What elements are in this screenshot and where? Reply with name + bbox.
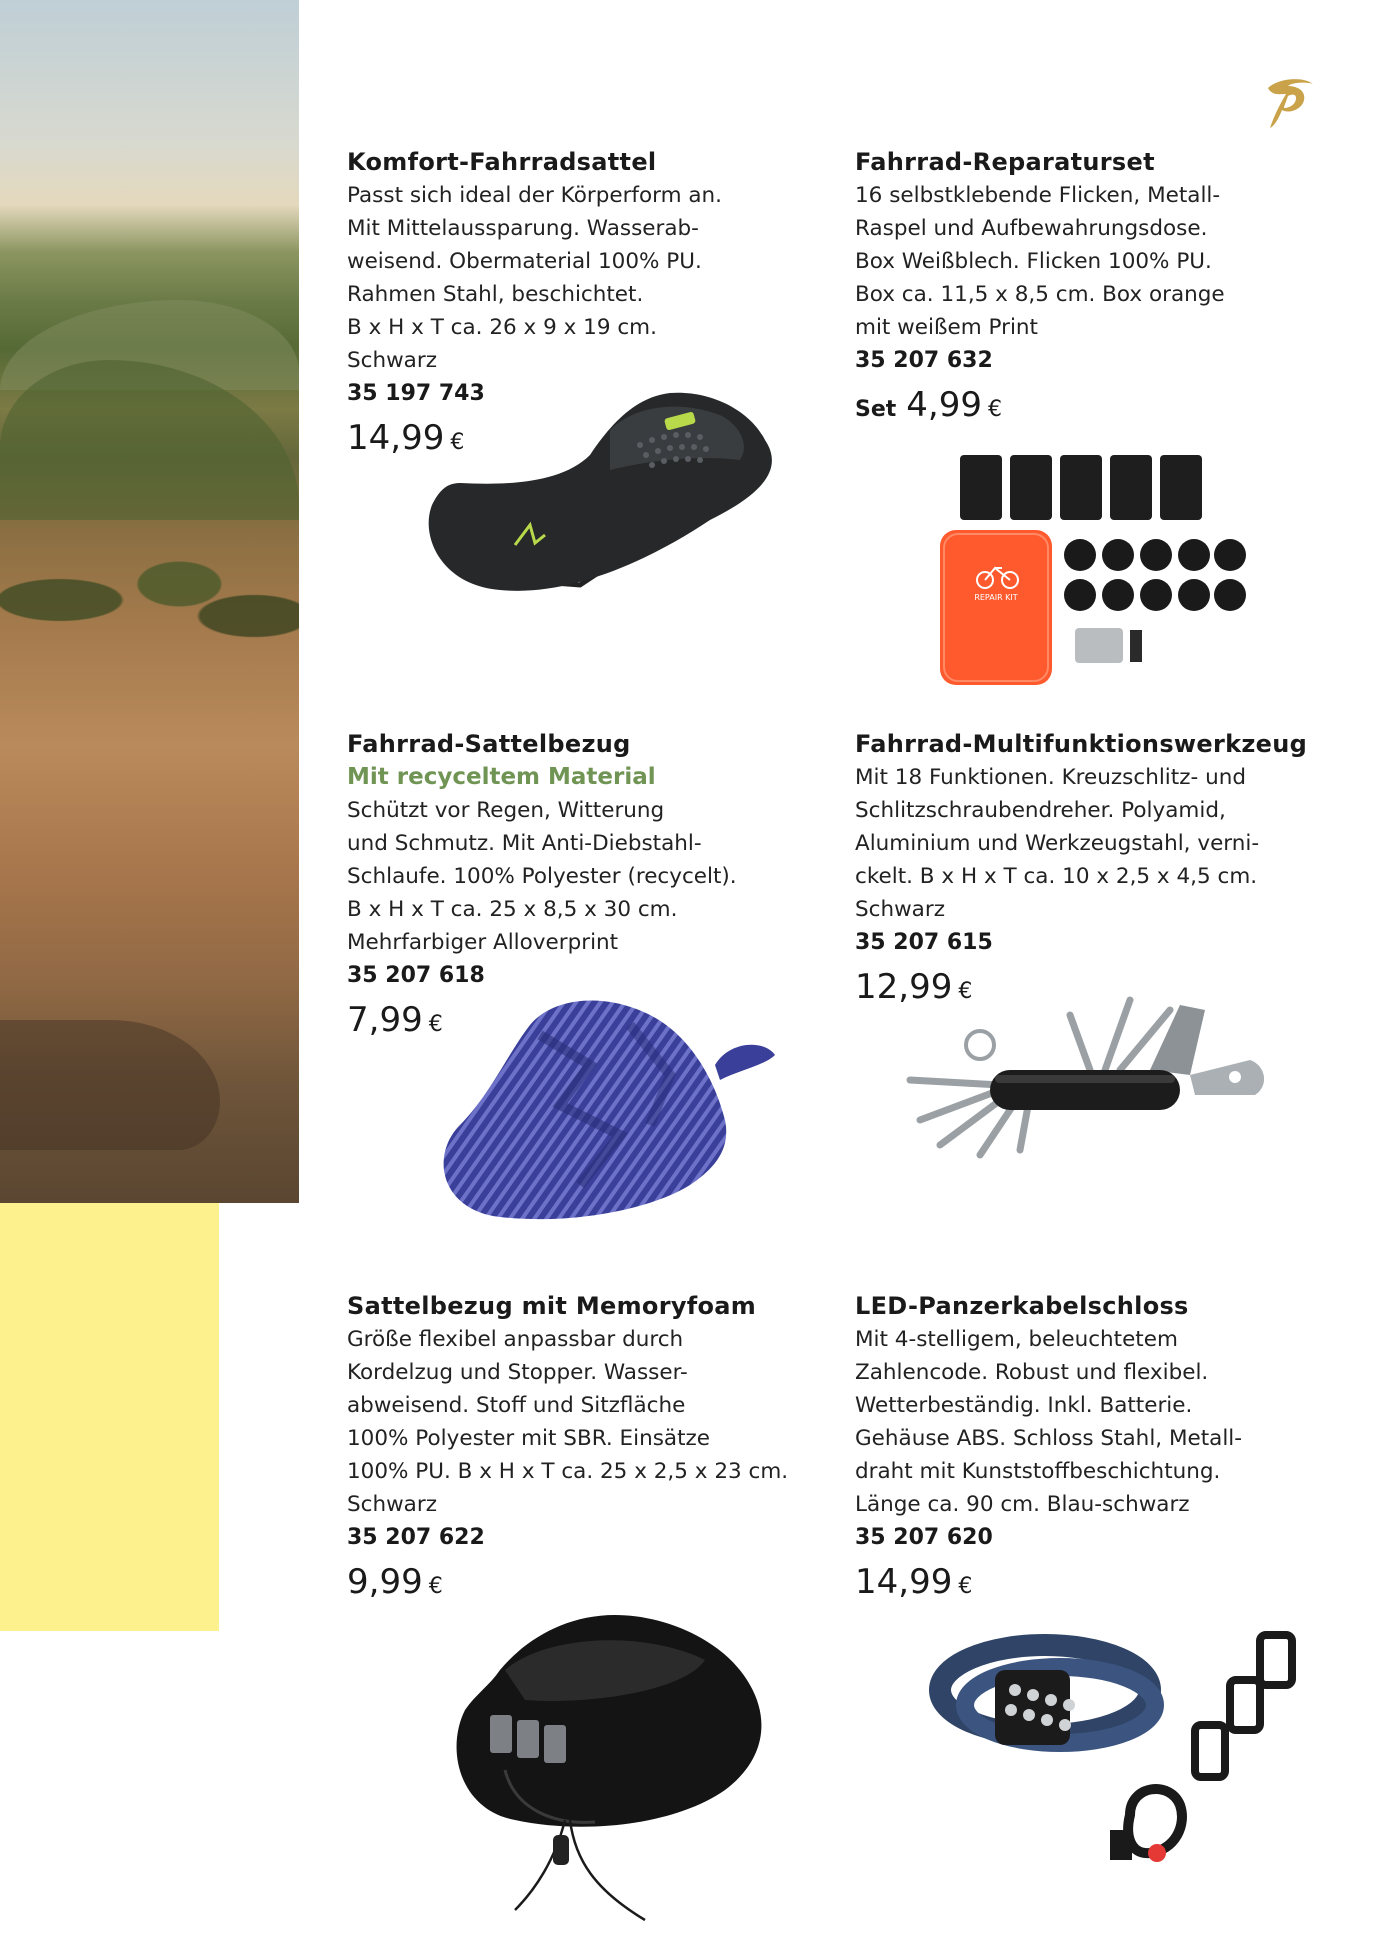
product-desc-line: Mehrfarbiger Alloverprint (347, 930, 619, 955)
price-value: 12,99 (855, 967, 953, 1007)
article-number: 35 207 622 (347, 1525, 485, 1550)
price-value: 4,99 (906, 385, 982, 425)
memoryfoam-cover-illustration (445, 1610, 785, 1940)
product-price (855, 383, 1315, 433)
product-repair-kit (855, 146, 1315, 433)
product-desc-line: Aluminium und Werkzeugstahl, verni- (855, 831, 1260, 856)
saddle-illustration (420, 385, 790, 630)
currency-symbol: € (958, 979, 973, 1004)
product-desc-line: Schwarz (855, 897, 945, 922)
product-desc-line: Größe flexibel anpassbar durch (347, 1327, 684, 1352)
product-desc-line: abweisend. Stoff und Sitzfläche (347, 1393, 686, 1418)
product-desc-line: Box Weißblech. Flicken 100% PU. (855, 249, 1212, 274)
product-desc-line: Wetterbeständig. Inkl. Batterie. (855, 1393, 1193, 1418)
photo-shadow (0, 1020, 220, 1150)
product-desc-line: 100% Polyester mit SBR. Einsätze (347, 1426, 711, 1451)
product-desc-line: Box ca. 11,5 x 8,5 cm. Box orange (855, 282, 1225, 307)
price-value: 7,99 (347, 1000, 423, 1040)
article-number: 35 207 620 (855, 1525, 993, 1550)
repair-kit-label: REPAIR KIT (974, 593, 1018, 602)
tchibo-logo-icon (1258, 70, 1320, 132)
article-number: 35 207 615 (855, 930, 993, 955)
price-value: 9,99 (347, 1562, 423, 1602)
product-desc-line: und Schmutz. Mit Anti-Diebstahl- (347, 831, 702, 856)
currency-symbol: € (450, 430, 465, 455)
repair-kit-illustration (940, 450, 1250, 690)
article-number: 35 197 743 (347, 381, 485, 406)
product-desc-line: Schwarz (347, 348, 437, 373)
product-desc-line: Passt sich ideal der Körperform an. (347, 183, 723, 208)
product-desc-line: ckelt. B x H x T ca. 10 x 2,5 x 4,5 cm. (855, 864, 1258, 889)
product-title: Fahrrad-Multifunktionswerkzeug (855, 730, 1308, 758)
currency-symbol: € (958, 1574, 973, 1599)
product-desc-line: Mit Mittelaussparung. Wasserab- (347, 216, 699, 241)
yellow-accent-block (0, 1203, 219, 1631)
product-desc-line: mit weißem Print (855, 315, 1038, 340)
multitool-illustration (890, 975, 1290, 1175)
product-subtitle: Mit recyceltem Material (347, 764, 656, 790)
product-desc-line: 16 selbstklebende Flicken, Metall- (855, 183, 1221, 208)
product-title: Fahrrad-Sattelbezug (347, 730, 631, 758)
product-title: LED-Panzerkabelschloss (855, 1292, 1189, 1320)
product-memoryfoam-cover (347, 1290, 807, 1610)
landscape-photo (0, 0, 299, 1203)
product-desc-line: B x H x T ca. 26 x 9 x 19 cm. (347, 315, 657, 340)
product-desc-line: Rahmen Stahl, beschichtet. (347, 282, 644, 307)
product-desc-line: Mit 4-stelligem, beleuchtetem (855, 1327, 1178, 1352)
product-desc-line: Kordelzug und Stopper. Wasser- (347, 1360, 688, 1385)
product-title: Komfort-Fahrradsattel (347, 148, 657, 176)
photo-shrubs (0, 520, 299, 680)
saddle-cover-illustration (420, 995, 790, 1225)
product-desc-line: Schwarz (347, 1492, 437, 1517)
currency-symbol: € (428, 1012, 443, 1037)
product-desc-line: Raspel und Aufbewahrungsdose. (855, 216, 1208, 241)
product-desc-line: Schlitzschraubendreher. Polyamid, (855, 798, 1226, 823)
product-desc-line: Mit 18 Funktionen. Kreuzschlitz- und (855, 765, 1246, 790)
price-value: 14,99 (855, 1562, 953, 1602)
currency-symbol: € (428, 1574, 443, 1599)
article-number: 35 207 618 (347, 963, 485, 988)
product-desc-line: weisend. Obermaterial 100% PU. (347, 249, 702, 274)
product-desc-line: Zahlencode. Robust und flexibel. (855, 1360, 1209, 1385)
price-prefix: Set (855, 397, 897, 422)
product-desc-line: draht mit Kunststoffbeschichtung. (855, 1459, 1221, 1484)
currency-symbol: € (988, 397, 1002, 422)
price-value: 14,99 (347, 418, 445, 458)
product-desc-line: Schlaufe. 100% Polyester (recycelt). (347, 864, 737, 889)
product-desc-line: Länge ca. 90 cm. Blau-schwarz (855, 1492, 1190, 1517)
product-cable-lock (855, 1290, 1315, 1610)
product-desc-line: Schützt vor Regen, Witterung (347, 798, 665, 823)
product-desc-line: 100% PU. B x H x T ca. 25 x 2,5 x 23 cm. (347, 1459, 789, 1484)
product-price (855, 1560, 1315, 1610)
product-multitool (855, 728, 1315, 1015)
cable-lock-illustration (925, 1605, 1325, 1935)
product-desc-line: Gehäuse ABS. Schloss Stahl, Metall- (855, 1426, 1243, 1451)
product-price (347, 1560, 807, 1610)
product-title: Sattelbezug mit Memoryfoam (347, 1292, 757, 1320)
article-number: 35 207 632 (855, 348, 993, 373)
product-desc-line: B x H x T ca. 25 x 8,5 x 30 cm. (347, 897, 678, 922)
product-title: Fahrrad-Reparaturset (855, 148, 1155, 176)
